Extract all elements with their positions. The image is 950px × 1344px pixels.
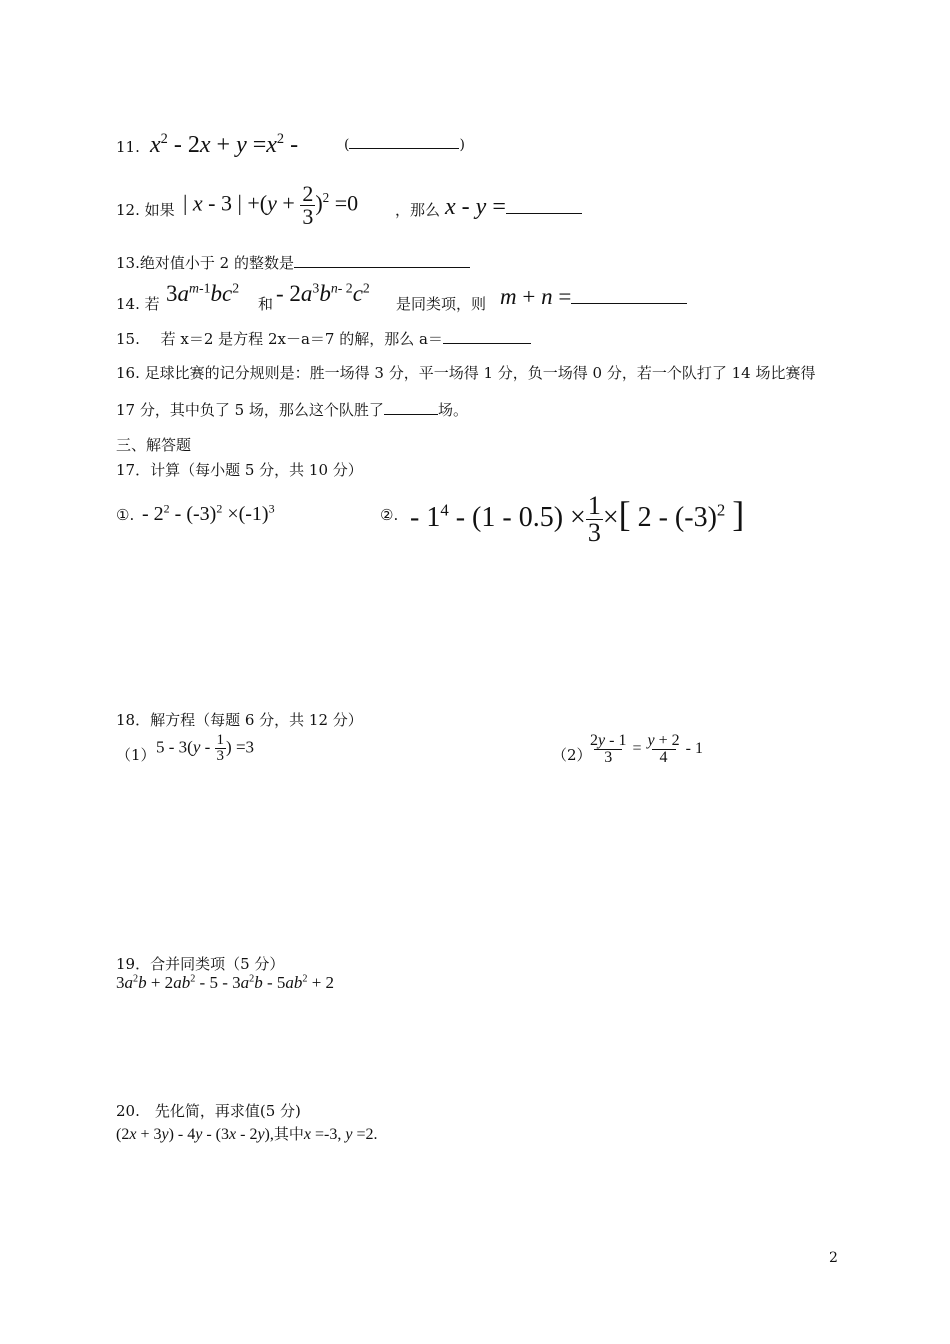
q20-expression: (2x + 3y) - 4y - (3x - 2y),其中x =-3, y =2. [116,1126,378,1143]
q15-text: 若 x＝2 是方程 2x－a＝7 的解，那么 a＝ [160,330,443,348]
q14-tail: 是同类项，则 [396,295,487,313]
answer-blank[interactable] [384,400,438,415]
q14-lead: 若 [144,295,160,313]
q14-term-2: - $2a^3b^{n- 2}c^2$ [276,280,370,306]
q20-title: 20. 先化简，再求值(5 分) [116,1102,301,1120]
question-13 [116,252,470,273]
q19-expression: $3a^2b + 2ab^2 - 5 - 3a^2b - 5ab^2 + 2$ [116,973,335,992]
q14-and: 和 [258,295,274,313]
question-15 [116,328,531,349]
q13-text: 绝对值小于 2 的整数是 [139,254,294,272]
question-number: 11. [116,138,140,156]
q17-part-2-expression: - $1^4 - (1 - 0.5)$ × $\frac{1}{3}$ ×[ $2 - (-3)^2$ ] [410,491,745,548]
question-12 [116,199,175,220]
question-number: 13. [116,254,140,272]
q12-mid: ，那么 [395,201,441,219]
q17-part-1-expression: - $2^2 - (-3)^2 \times(-1)^3$ [142,501,275,525]
q12-x-minus-y: x - y = [445,193,582,221]
question-14 [116,293,160,314]
q19-title: 19．合并同类项（5 分） [116,955,285,973]
q18-part-2-equation: $\frac{2y - 1}{3}$ = $\frac{y + 2}{4}$ - 1 [590,732,703,766]
q14-m-plus-n: m + n = [500,284,687,310]
q17-title: 17．计算（每小题 5 分，共 10 分） [116,461,363,479]
answer-blank[interactable] [294,253,470,268]
answer-blank[interactable] [506,193,582,214]
q11-answer-paren: ( ) [344,134,465,153]
page-number: 2 [829,1250,838,1266]
q14-term-1: $3a^{m-1}bc^2$ [166,280,240,306]
q11-expression: $x^2 - 2x + y =x^2$ - [150,131,299,158]
question-number: 14. [116,295,140,313]
q18-title: 18．解方程（每题 6 分，共 12 分） [116,711,363,729]
section-heading: 三、解答题 [116,436,192,454]
q12-expression: | x - 3 | +(y + $\frac{2}{3}$ )$^2$ =0 [183,181,359,229]
answer-blank[interactable] [571,285,687,304]
question-number: 12. [116,201,140,219]
answer-blank[interactable] [443,329,531,344]
answer-blank[interactable] [349,134,459,149]
q12-lead: 如果 [144,201,175,219]
question-11 [116,138,140,156]
q17-part-2-label: ②. [380,506,399,524]
q18-part-1-equation: 5 - 3(y - $\frac{1}{3}$ ) =3 [156,732,255,764]
q17-part-1-label: ①. [116,506,135,524]
q18-part-2-label: （2） [552,746,592,764]
question-number: 15. [116,330,140,348]
q18-part-1-label: （1） [116,746,156,764]
q16-line-2: 17 分，其中负了 5 场，那么这个队胜了 场。 [116,401,468,419]
q16-line-1: 16. 足球比赛的记分规则是：胜一场得 3 分，平一场得 1 分，负一场得 0 分，若一个队打了 14 场比赛得 [116,364,816,382]
